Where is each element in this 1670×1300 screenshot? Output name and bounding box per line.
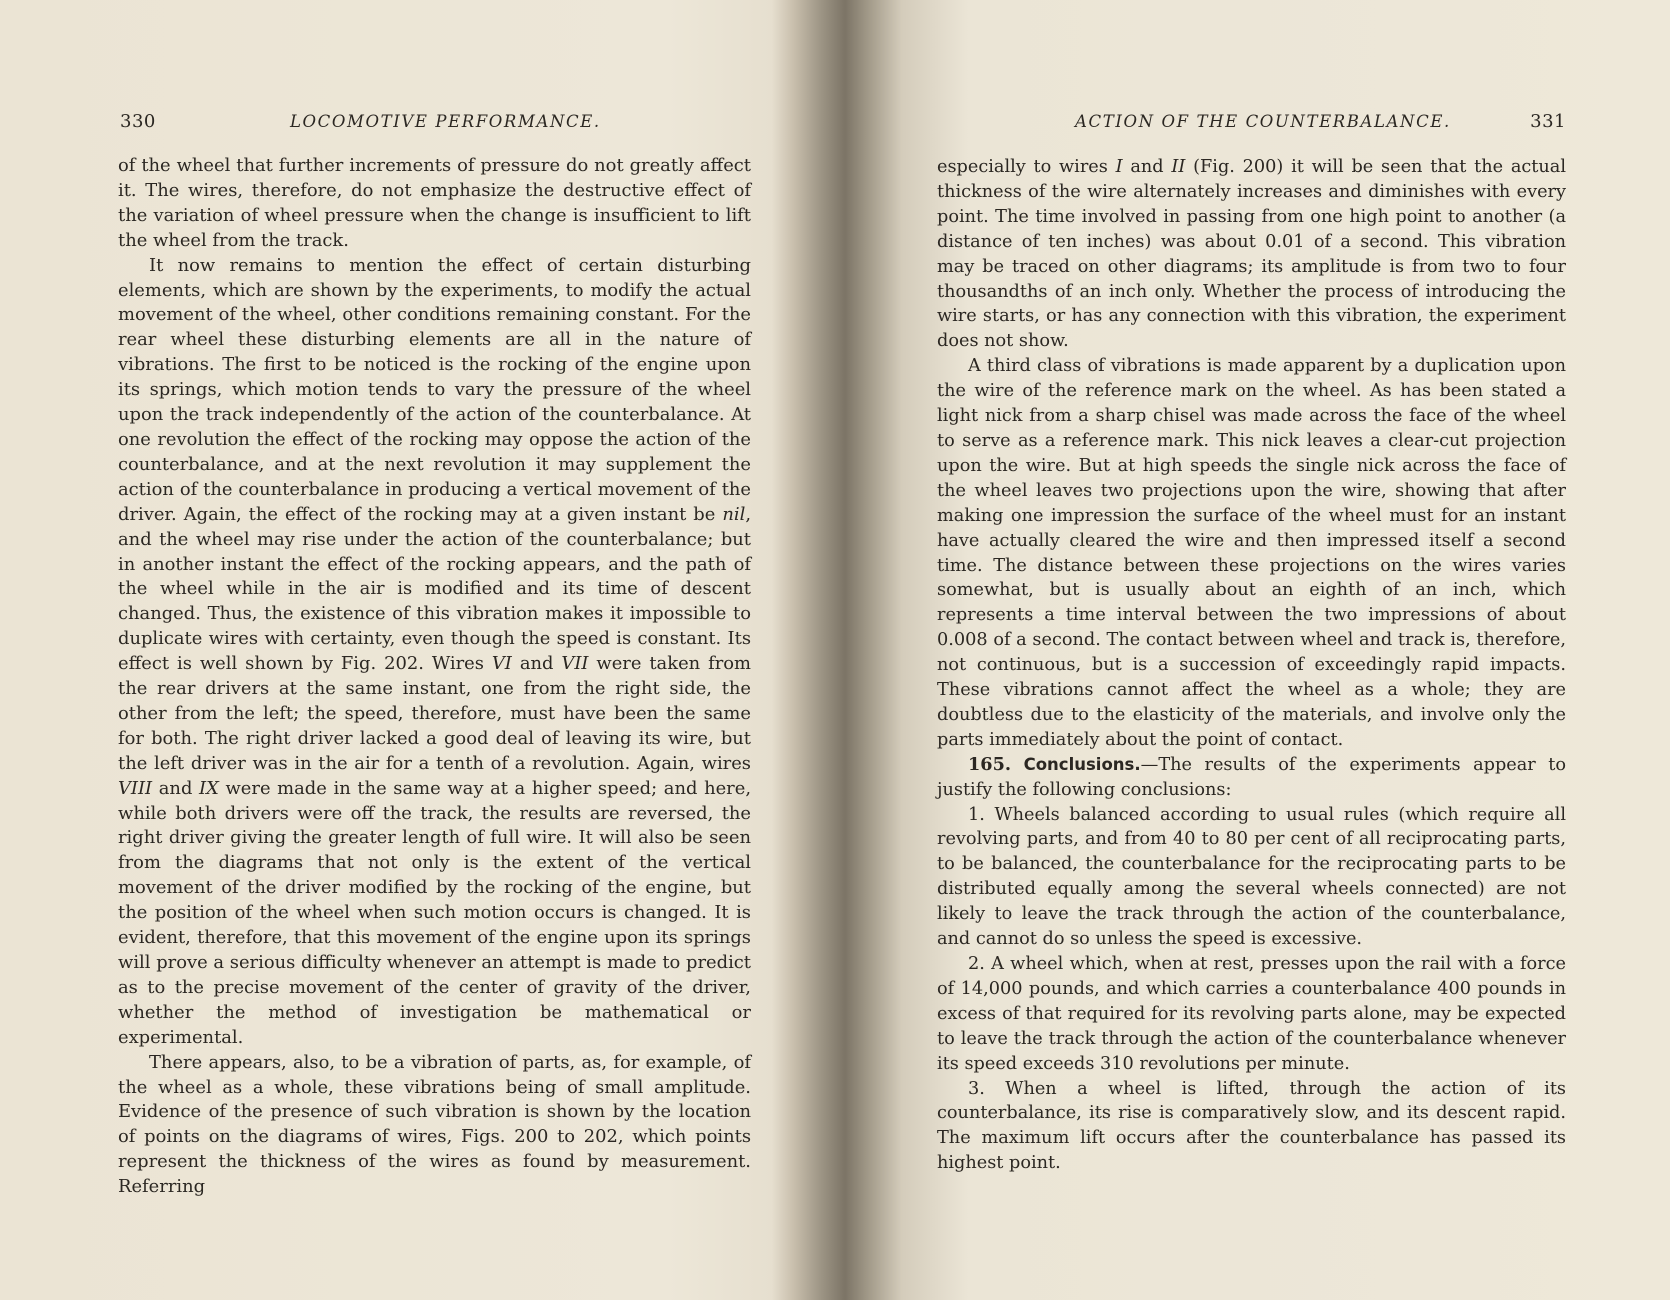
paragraph: 3. When a wheel is lifted, through the action of its counterbalance, its rise is comparatively slow, and its descent rapid. The maximum lift occurs after the counterbalance has passed its highest point. [937,1078,1566,1174]
page-number: 330 [120,111,156,132]
paragraph: of the wheel that further increments of pressure do not greatly affect it. The wires, therefore, do not emphasize the destructive effect of the variation of wheel pressure when the change is insufficient to lift the wheel from the track. [118,155,751,251]
body-text [937,155,1566,1176]
paragraph: A third class of vibrations is made apparent by a duplication upon the wire of the reference mark on the wheel. As has been stated a light nick from a sharp chisel was made across the face of the wheel to serve as a reference mark. This nick leaves a clear-cut projection upon the wire. But at high speeds the single nick across the face of the wheel leaves two projections upon the wire, showing that after making one impression the surface of the wheel must for an instant have actually cleared the wire and then impressed itself a second time. The distance between these projections on the wires varies somewhat, but is usually about an eighth of an inch, which represents a time interval between the two impressions of about 0.008 of a second. The contact between wheel and track is, therefore, not continuous, but is a succession of exceedingly rapid impacts. These vibrations cannot affect the wheel as a whole; they are doubtless due to the elasticity of the materials, and involve only the parts immediately about the point of contact. [937,356,1566,750]
paragraph: There appears, also, to be a vibration of parts, as, for example, of the wheel as a whole, these vibrations being of small amplitude. Evidence of the presence of such vibration is shown by the location of points on the diagrams of wires, Figs. 200 to 202, which points represent the thickness of the wires as found by measurement. Referring [118,1051,751,1198]
paragraph: It now remains to mention the effect of certain disturbing elements, which are shown by the experiments, to modify the actual movement of the wheel, other conditions remaining constant. For the rear wheel these disturbing elements are all in the nature of vibrations. The first to be noticed is the rocking of the engine upon its springs, which motion tends to vary the pressure of the wheel upon the track independently of the action of the counterbalance. At one revolution the effect of the rocking may oppose the action of the counterbalance, and at the next revolution it may supplement the action of the counterbalance in producing a vertical movement of the driver. Again, the effect of the rocking may at a given instant be nil, and the wheel may rise under the action of the counterbalance; but in another instant the effect of the rocking appears, and the path of the wheel while in the air is modified and its time of descent changed. Thus, the existence of this vibration makes it impossible to duplicate wires with certainty, even though the speed is constant. Its effect is well shown by Fig. 202. Wires VI and VII were taken from the rear drivers at the same instant, one from the right side, the other from the left; the speed, therefore, must have been the same for both. The right driver lacked a good deal of leaving its wire, but the left driver was in the air for a tenth of a revolution. Again, wires VIII and IX were made in the same way at a higher speed; and here, while both drivers were off the track, the results are reversed, the right driver giving the greater length of full wire. It will also be seen from the diagrams that not only is the extent of the vertical movement of the driver modified by the rocking of the engine, but the position of the wheel when such motion occurs is changed. It is evident, therefore, that this movement of the engine upon its springs will prove a serious difficulty whenever an attempt is made to predict as to the precise movement of the center of gravity of the driver, whether the method of investigation be mathematical or experimental. [118,254,752,1048]
paragraph: 2. A wheel which, when at rest, presses upon the rail with a force of 14,000 pounds, and which carries a counterbalance 400 pounds in excess of that required for its revolving parts alone, may be expected to leave the track through the action of the counterbalance whenever its speed exceeds 310 revolutions per minute. [937,954,1566,1074]
paragraph: especially to wires I and II (Fig. 200) it will be seen that the actual thickness of the wire alternately increases and diminishes with every point. The time involved in passing from one high point to another (a distance of ten inches) was about 0.01 of a second. This vibration may be traced on other diagrams; its amplitude is from two to four thousandths of an inch only. Whether the process of introducing the wire starts, or has any connection with this vibration, the experiment does not show. [937,157,1566,352]
page-number: 331 [1530,111,1566,132]
paragraph: 1. Wheels balanced according to usual rules (which require all revolving parts, and from 40 to 80 per cent of all reciprocating parts, to be balanced, the counterbalance for the reciprocating parts to be distributed equally among the several wheels connected) are not likely to leave the track through the action of the counterbalance, and cannot do so unless the speed is excessive. [937,804,1566,950]
running-head-title: LOCOMOTIVE PERFORMANCE. [290,112,601,131]
running-head [937,108,1566,136]
paragraph: 165. Conclusions.—The results of the experiments appear to justify the following conclusions: [937,753,1567,800]
running-head-title: ACTION OF THE COUNTERBALANCE. [1075,112,1451,131]
running-head [118,108,751,136]
body-text [118,154,751,1200]
left-page [118,0,751,1300]
right-page [937,0,1566,1300]
